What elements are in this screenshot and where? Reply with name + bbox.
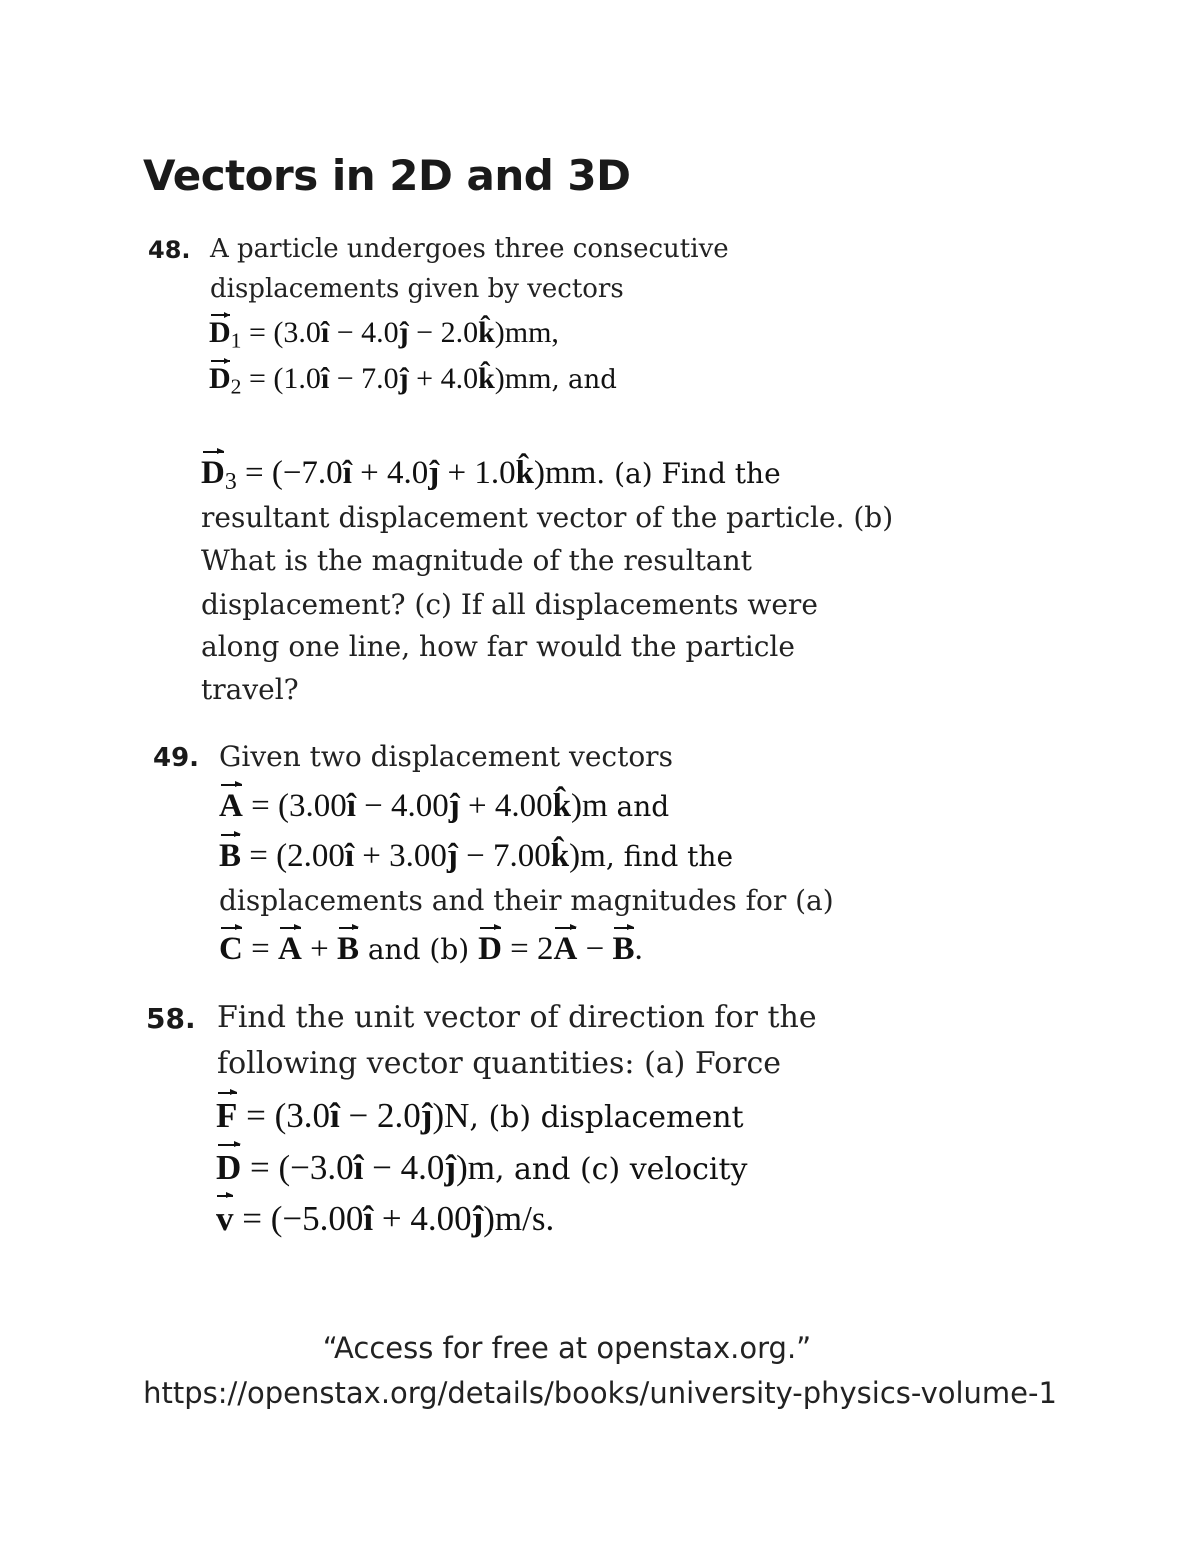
- vector-v-symbol: v: [216, 1197, 234, 1241]
- vector-d1-symbol: D: [209, 316, 231, 349]
- vector-a-symbol: A: [277, 931, 302, 967]
- problem-48-text-line: displacement? (c) If all displacements were: [201, 588, 818, 621]
- problem-49-text-line: displacements and their magnitudes for (a): [219, 884, 834, 917]
- problem-48-text-line: resultant displacement vector of the particle. (b): [201, 501, 894, 534]
- problem-58-text-line: following vector quantities: (a) Force: [217, 1046, 782, 1081]
- vector-d-symbol: D: [478, 931, 502, 967]
- vector-d3-symbol: D: [201, 455, 225, 491]
- vector-d-symbol: D: [216, 1146, 241, 1190]
- vector-b-symbol: B: [219, 838, 242, 874]
- vector-b-symbol: B: [336, 931, 359, 967]
- problem-48-text-line: along one line, how far would the particle: [201, 630, 795, 663]
- problem-58-number: 58.: [146, 1002, 196, 1035]
- problem-58-vector-f: F = (3.0î − 2.0ĵ)N, (b) displacement: [216, 1094, 744, 1140]
- problem-58-vector-v: v = (−5.00î + 4.00ĵ)m/s.: [216, 1197, 554, 1241]
- vector-c-symbol: C: [219, 931, 243, 967]
- footer-url: https://openstax.org/details/books/university-physics-volume-1: [143, 1376, 1057, 1410]
- footer-attribution: “Access for free at openstax.org.”: [322, 1331, 812, 1365]
- problem-49-vector-a: A = (3.00î − 4.00ĵ + 4.00k̂)m and: [219, 788, 670, 824]
- problem-58-vector-d: D = (−3.0î − 4.0ĵ)m, and (c) velocity: [216, 1146, 747, 1192]
- vector-f-symbol: F: [216, 1094, 237, 1138]
- problem-48-text-line: displacements given by vectors: [210, 274, 624, 304]
- problem-49-text-line: Given two displacement vectors: [219, 740, 673, 773]
- problem-48-vector-d2: $D_2$ = (1.0î − 7.0ĵ + 4.0k̂)mm, and: [209, 362, 617, 399]
- problem-48-number: 48.: [148, 236, 191, 264]
- vector-a-symbol: A: [553, 931, 578, 967]
- problem-48-vector-d1: $D_1$ = (3.0î − 4.0ĵ − 2.0k̂)mm,: [209, 316, 559, 353]
- problem-48-text-line: travel?: [201, 673, 299, 706]
- problem-48-text-line: A particle undergoes three consecutive: [210, 234, 729, 264]
- problem-48-text-line: What is the magnitude of the resultant: [201, 544, 752, 577]
- problem-49-vector-b: B = (2.00î + 3.00ĵ − 7.00k̂)m, find the: [219, 838, 734, 874]
- problem-49-vector-expressions: C = A + B and (b) D = 2A − B.: [219, 931, 643, 967]
- problem-48-vector-d3: $D_3$ = (−7.0î + 4.0ĵ + 1.0k̂)mm. (a) Find the: [201, 455, 781, 495]
- vector-a-symbol: A: [219, 788, 243, 824]
- vector-d2-symbol: D: [209, 362, 231, 395]
- problem-49-number: 49.: [153, 743, 200, 773]
- vector-b-symbol: B: [612, 931, 635, 967]
- problem-58-text-line: Find the unit vector of direction for the: [217, 1000, 817, 1035]
- page-title: Vectors in 2D and 3D: [143, 151, 631, 200]
